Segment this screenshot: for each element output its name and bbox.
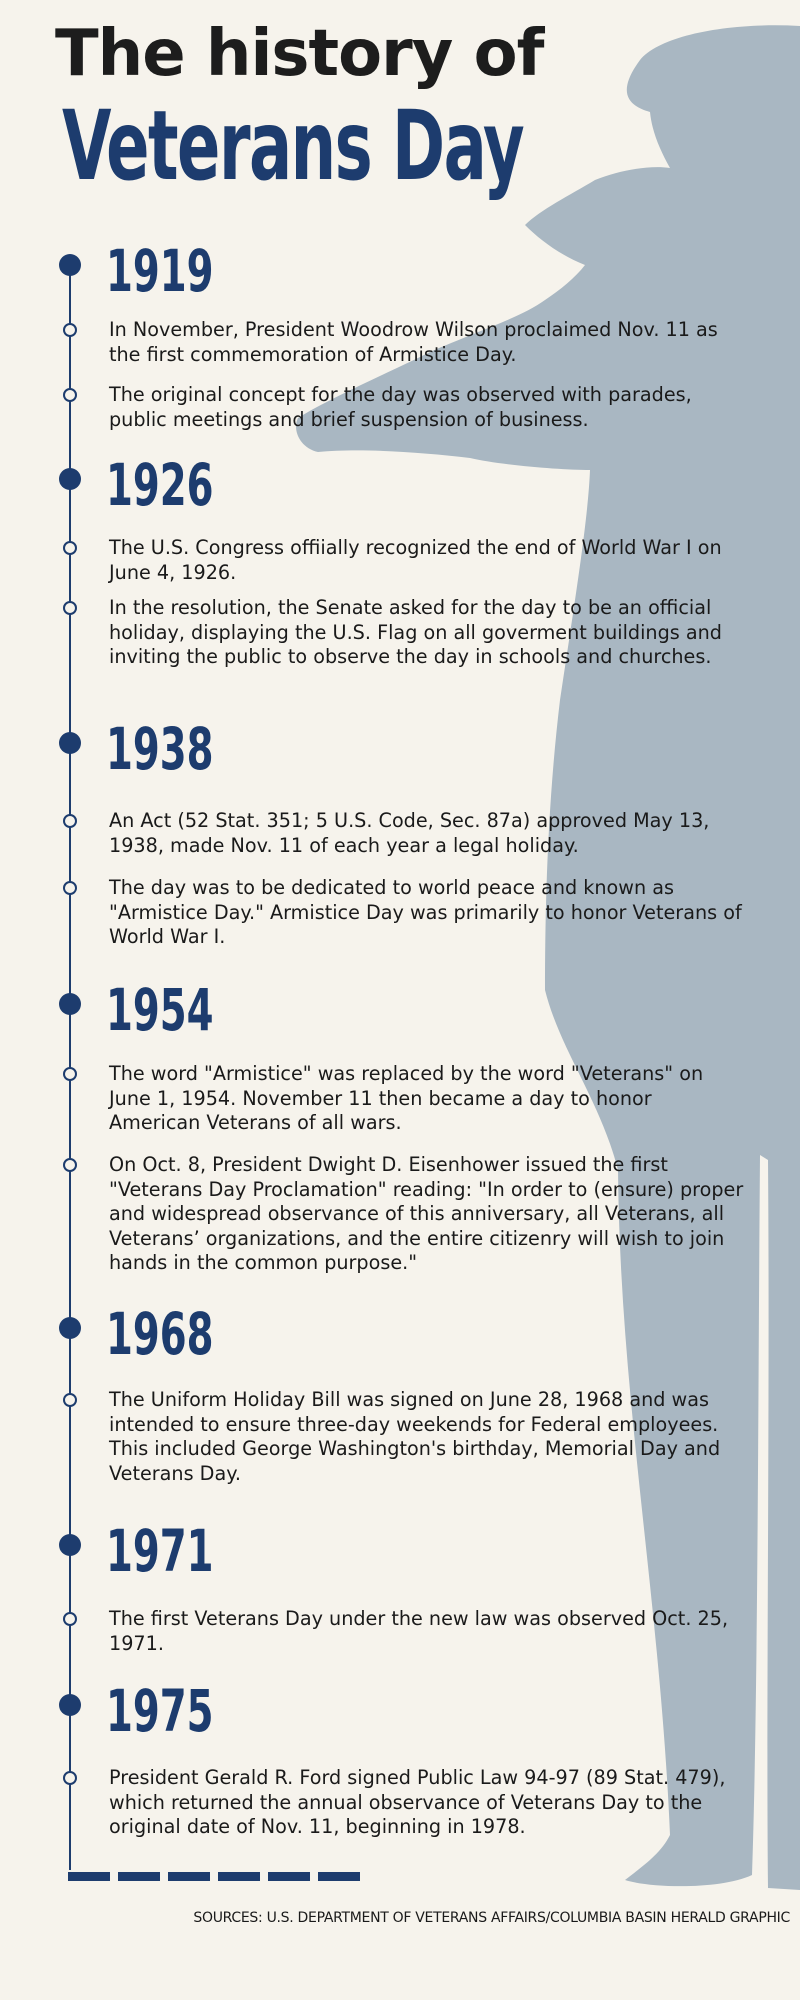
timeline-entry: The day was to be dedicated to world peace and known as "Armistice Day." Armistice Day was primarily to honor Veterans of World War I. (109, 876, 742, 948)
page-title-line2: Veterans Day (62, 90, 524, 202)
year-marker-dot (59, 993, 81, 1015)
year-marker-dot (59, 468, 81, 490)
item-marker-dot (63, 1771, 77, 1785)
timeline-entry: The word "Armistice" was replaced by the word "Veterans" on June 1, 1954. November 11 then became a day to honor American Veterans of all wars. (109, 1062, 704, 1134)
timeline-entry: The first Veterans Day under the new law was observed Oct. 25, 1971. (109, 1607, 729, 1655)
year-heading: 1938 (106, 715, 214, 783)
timeline-entry: In the resolution, the Senate asked for the day to be an official holiday, displaying the U.S. Flag on all goverment buildings and inviting the public to observe the day in schools and churches. (109, 596, 722, 668)
item-marker-dot (63, 323, 77, 337)
year-marker-dot (59, 732, 81, 754)
item-marker-dot (63, 601, 77, 615)
item-marker-dot (63, 388, 77, 402)
item-marker-dot (63, 541, 77, 555)
page-title-line1: The history of (55, 17, 544, 91)
timeline-entry: President Gerald R. Ford signed Public Law 94-97 (89 Stat. 479), which returned the annual observance of Veterans Day to the original date of Nov. 11, beginning in 1978. (109, 1766, 726, 1838)
year-heading: 1975 (106, 1677, 214, 1745)
timeline-entry: The U.S. Congress offiially recognized the end of World War I on June 4, 1926. (109, 536, 722, 584)
year-marker-dot (59, 1534, 81, 1556)
timeline-entry: An Act (52 Stat. 351; 5 U.S. Code, Sec. 87a) approved May 13, 1938, made Nov. 11 of each year a legal holiday. (109, 809, 710, 857)
item-marker-dot (63, 1393, 77, 1407)
timeline-line (69, 262, 71, 1870)
sources-credit: SOURCES: U.S. DEPARTMENT OF VETERANS AFFAIRS/COLUMBIA BASIN HERALD GRAPHIC (193, 1910, 790, 1926)
year-marker-dot (59, 254, 81, 276)
item-marker-dot (63, 1612, 77, 1626)
year-heading: 1954 (106, 976, 214, 1044)
year-heading: 1968 (106, 1300, 214, 1368)
year-heading: 1919 (106, 237, 214, 305)
year-marker-dot (59, 1694, 81, 1716)
year-heading: 1971 (106, 1517, 214, 1585)
timeline-entry: The original concept for the day was observed with parades, public meetings and brief suspension of business. (109, 383, 692, 431)
item-marker-dot (63, 881, 77, 895)
item-marker-dot (63, 814, 77, 828)
year-heading: 1926 (106, 451, 214, 519)
timeline-entry: The Uniform Holiday Bill was signed on June 28, 1968 and was intended to ensure three-day weekends for Federal employees. This included George Washington's birthday, Memorial Day and Veterans Day. (109, 1388, 721, 1485)
timeline-entry: On Oct. 8, President Dwight D. Eisenhower issued the first "Veterans Day Proclamation" reading: "In order to (ensure) proper and widespread observance of this anniversary, all Veterans, all Veterans’ organizations, and the entire citizenry will wish to join hands in the common purpose." (109, 1153, 744, 1274)
year-marker-dot (59, 1317, 81, 1339)
timeline-end-dashes (68, 1872, 368, 1891)
item-marker-dot (63, 1067, 77, 1081)
timeline-entry: In November, President Woodrow Wilson proclaimed Nov. 11 as the first commemoration of Armistice Day. (109, 318, 718, 366)
item-marker-dot (63, 1158, 77, 1172)
